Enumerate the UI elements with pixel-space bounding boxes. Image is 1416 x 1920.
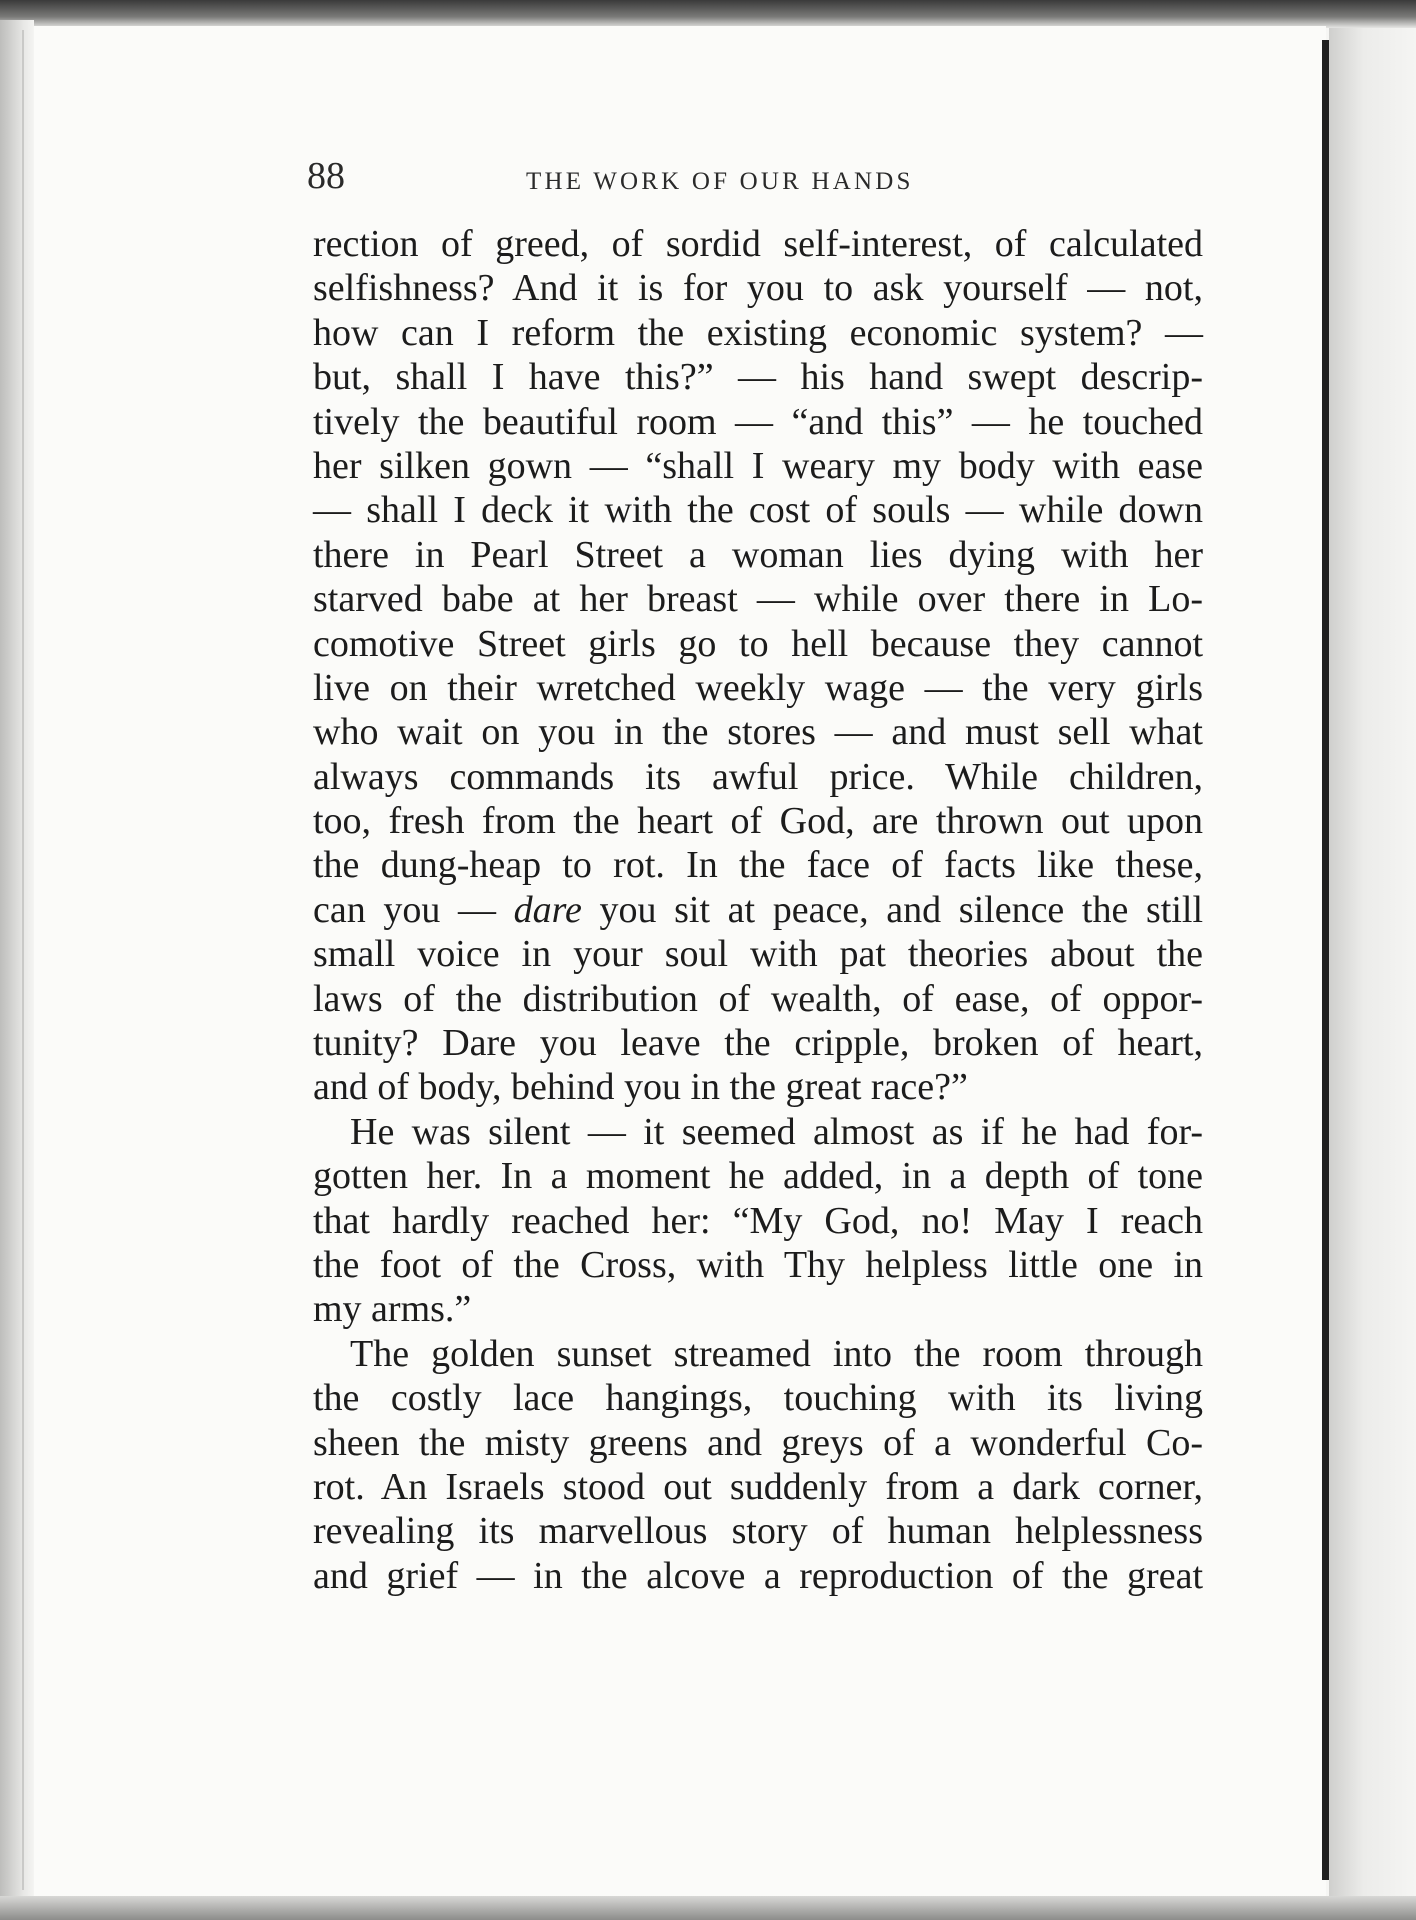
page-stack-line (22, 30, 24, 1890)
text-line: comotive Street girls go to hell because they cannot (313, 622, 1203, 665)
text-line: — shall I deck it with the cost of souls — while down (313, 489, 1203, 532)
page-number: 88 (307, 155, 345, 197)
paragraph-end-line: my arms.” (313, 1288, 472, 1331)
text-line-with-italic (313, 888, 1203, 932)
text-line: rection of greed, of sordid self-interest, of calculated (313, 223, 1203, 265)
text-line: live on their wretched weekly wage — the very girls (313, 666, 1203, 709)
body-text (313, 222, 1203, 1598)
text-line: tively the beautiful room — “and this” — he touched (313, 400, 1203, 443)
text-line: starved babe at her breast — while over there in Lo- (313, 578, 1203, 621)
text-line: but, shall I have this?” — his hand swept descrip- (313, 356, 1203, 399)
text-line: small voice in your soul with pat theories about the (313, 933, 1203, 976)
text-run: can you — (313, 888, 514, 931)
text-line: too, fresh from the heart of God, are thrown out upon (313, 800, 1203, 843)
book-spine-edge (0, 20, 34, 1920)
text-line: revealing its marvellous story of human helplessness (313, 1510, 1203, 1553)
text-line: the foot of the Cross, with Thy helpless little one in (313, 1243, 1203, 1286)
text-line: her silken gown — “shall I weary my body with ease (313, 444, 1203, 487)
text-line: sheen the misty greens and greys of a wonderful Co- (313, 1421, 1203, 1464)
running-title: THE WORK OF OUR HANDS (526, 168, 914, 195)
text-line: always commands its awful price. While children, (313, 755, 1203, 798)
text-line: that hardly reached her: “My God, no! May I reach (313, 1199, 1203, 1242)
text-line: and grief — in the alcove a reproduction of the great (313, 1554, 1203, 1597)
text-line: tunity? Dare you leave the cripple, broken of heart, (313, 1022, 1203, 1065)
paragraph-end-line: and of body, behind you in the great race?” (313, 1066, 968, 1109)
right-margin-gutter (1329, 28, 1416, 1920)
text-line: there in Pearl Street a woman lies dying with her (313, 533, 1203, 576)
scan-top-shadow (0, 0, 1416, 28)
text-line: laws of the distribution of wealth, of ease, of oppor- (313, 977, 1203, 1020)
text-line: who wait on you in the stores — and must sell what (313, 711, 1203, 754)
text-line: selfishness? And it is for you to ask yourself — not, (313, 267, 1203, 310)
text-line: the costly lace hangings, touching with its living (313, 1377, 1203, 1420)
text-line: rot. An Israels stood out suddenly from a dark corner, (313, 1465, 1203, 1508)
paragraph-first-line: He was silent — it seemed almost as if he had for- (350, 1110, 1203, 1153)
text-line: the dung-heap to rot. In the face of facts like these, (313, 844, 1203, 887)
text-line: how can I reform the existing economic system? — (313, 311, 1203, 354)
scan-bottom-shadow (0, 1896, 1416, 1920)
text-line: gotten her. In a moment he added, in a depth of tone (313, 1155, 1203, 1198)
page-right-edge (1322, 40, 1329, 1880)
running-head (307, 150, 1197, 210)
paragraph-first-line: The golden sunset streamed into the room through (350, 1332, 1203, 1375)
text-run: you sit at peace, and silence the still (581, 888, 1204, 931)
italic-emphasis: dare (513, 888, 582, 931)
